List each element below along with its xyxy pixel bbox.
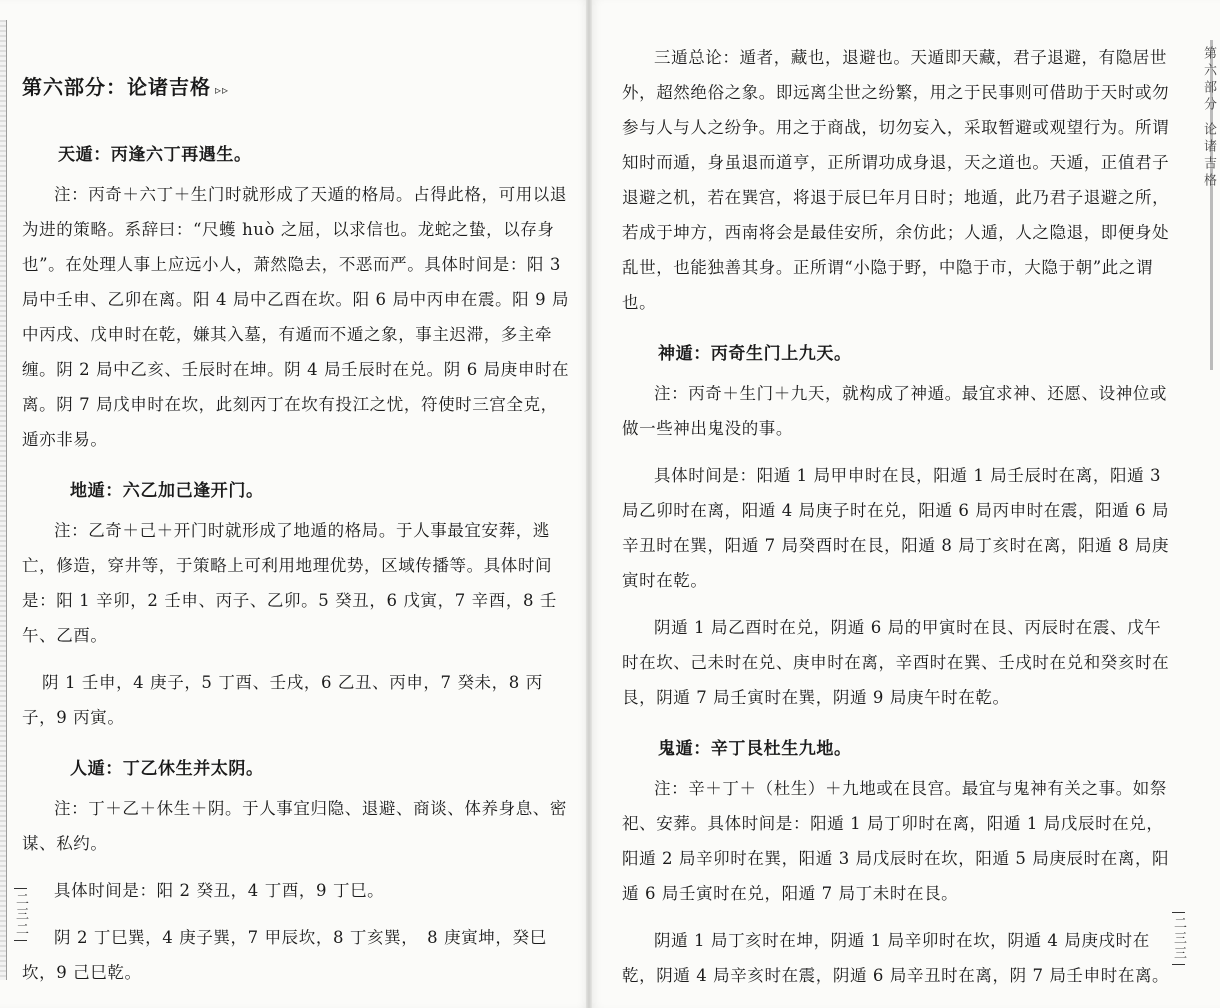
paragraph: 注：丙奇＋六丁＋生门时就形成了天遁的格局。占得此格，可用以退为进的策略。系辞曰：“尺蠖 huò 之屈，以求信也。龙蛇之蛰，以存身也”。在处理人事上应远小人，萧然隐去，不恶而严。具体时间是：阳 3 局中壬申、乙卯在离。阳 4 局中乙酉在坎。阳 6 局中丙申在震。阳 9 局中丙戌、戊申时在乾，嫌其入墓，有遁而不遁之象，事主迟滞，多主牵缠。阴 2 局中乙亥、壬辰时在坤。阴 4 局壬辰时在兑。阴 6 局庚申时在离。阴 7 局戊申时在坎，此刻丙丁在坎有投江之忧，符使时三宫全克，遁亦非易。: [22, 185, 570, 449]
paragraph: 注：丁＋乙＋休生＋阴。于人事宜归隐、退避、商谈、体养身息、密谋、私约。: [22, 799, 567, 853]
paragraph: 注：丙奇＋生门＋九天，就构成了神遁。最宜求神、还愿、设神位或做一些神出鬼没的事。: [622, 384, 1167, 438]
section-heading-rendun: 人遁：丁乙休生并太阴。: [70, 759, 264, 779]
section-heading-shendun: 神遁：丙奇生门上九天。: [658, 344, 852, 364]
side-tab-chapter: 第六部分 论诸吉格: [1201, 46, 1216, 191]
section-heading-tiandun: 天遁：丙逢六丁再遇生。: [58, 145, 252, 165]
page-number-right: 二三三: [1172, 912, 1185, 965]
book-gutter: [586, 0, 592, 1008]
section-heading-didun: 地遁：六乙加己逢开门。: [70, 481, 264, 501]
page-number-left: 二三二: [14, 888, 27, 941]
section-heading-guidun: 鬼遁：辛丁艮杜生九地。: [658, 739, 852, 759]
paragraph: 注：乙奇＋己＋开门时就形成了地遁的格局。于人事最宜安葬，逃亡，修造，穿井等，于策略上可利用地理优势，区域传播等。具体时间是：阳 1 辛卯，2 壬申、丙子、乙卯。5 癸丑，6 戊寅，7 辛酉，8 壬午、乙酉。: [22, 521, 558, 645]
paragraph: 阴 2 丁巳巽，4 庚子巽，7 甲辰坎，8 丁亥巽， 8 庚寅坤，癸巳坎，9 己巳乾。: [22, 928, 547, 982]
double-arrow-icon: ▹▹: [215, 83, 230, 97]
part-title: [22, 62, 570, 115]
paragraph: 具体时间是：阳遁 1 局甲申时在艮，阳遁 1 局壬辰时在离，阳遁 3 局乙卯时在离，阳遁 4 局庚子时在兑，阳遁 6 局丙申时在震，阳遁 6 局辛丑时在巽，阳遁 7 局癸酉时在艮，阳遁 8 局丁亥时在离，阳遁 8 局庚寅时在乾。: [622, 466, 1170, 590]
page-edge-left: [0, 20, 7, 980]
part-title-text: 第六部分：论诸吉格: [22, 75, 211, 99]
paragraph: 注：辛＋丁＋（杜生）＋九地或在艮宫。最宜与鬼神有关之事。如祭祀、安葬。具体时间是：阳遁 1 局丁卯时在离，阳遁 1 局戊辰时在兑，阳遁 2 局辛卯时在巽，阳遁 3 局戊辰时在坎，阳遁 5 局庚辰时在离，阳遁 6 局壬寅时在兑，阳遁 7 局丁未时在艮。: [622, 779, 1170, 903]
paragraph: 具体时间是：阳 2 癸丑，4 丁酉，9 丁巳。: [54, 881, 385, 900]
right-page-text: [622, 40, 1170, 993]
paragraph: 阴遁 1 局乙酉时在兑，阴遁 6 局的甲寅时在艮、丙辰时在震、戊午时在坎、己未时在兑、庚申时在离，辛酉时在巽、壬戌时在兑和癸亥时在艮，阴遁 7 局壬寅时在巽，阴遁 9 局庚午时在乾。: [622, 618, 1170, 707]
intro-paragraph: 三遁总论：遁者，藏也，退避也。天遁即天藏，君子退避，有隐居世外，超然绝俗之象。即远离尘世之纷繁，用之于民事则可借助于天时或勿参与人与人之纷争。用之于商战，切勿妄入，采取暂避或观望行为。所谓知时而遁，身虽退而道亨，正所谓功成身退，天之道也。天遁，正值君子退避之机，若在巽宫，将退于辰巳年月日时；地遁，此乃君子退避之所，若成于坤方，西南将会是最佳安所，余仿此；人遁，人之隐退，即便身处乱世，也能独善其身。正所谓“小隐于野，中隐于市，大隐于朝”此之谓也。: [622, 48, 1170, 312]
paragraph: 阴 1 壬申，4 庚子，5 丁酉、壬戌，6 乙丑、丙申，7 癸未，8 丙子，9 丙寅。: [22, 673, 543, 727]
paragraph: 阴遁 1 局丁亥时在坤，阴遁 1 局辛卯时在坎，阴遁 4 局庚戌时在乾，阴遁 4 局辛亥时在震，阴遁 6 局辛丑时在离，阴 7 局壬申时在离。: [622, 931, 1170, 985]
left-page-text: [22, 62, 570, 990]
